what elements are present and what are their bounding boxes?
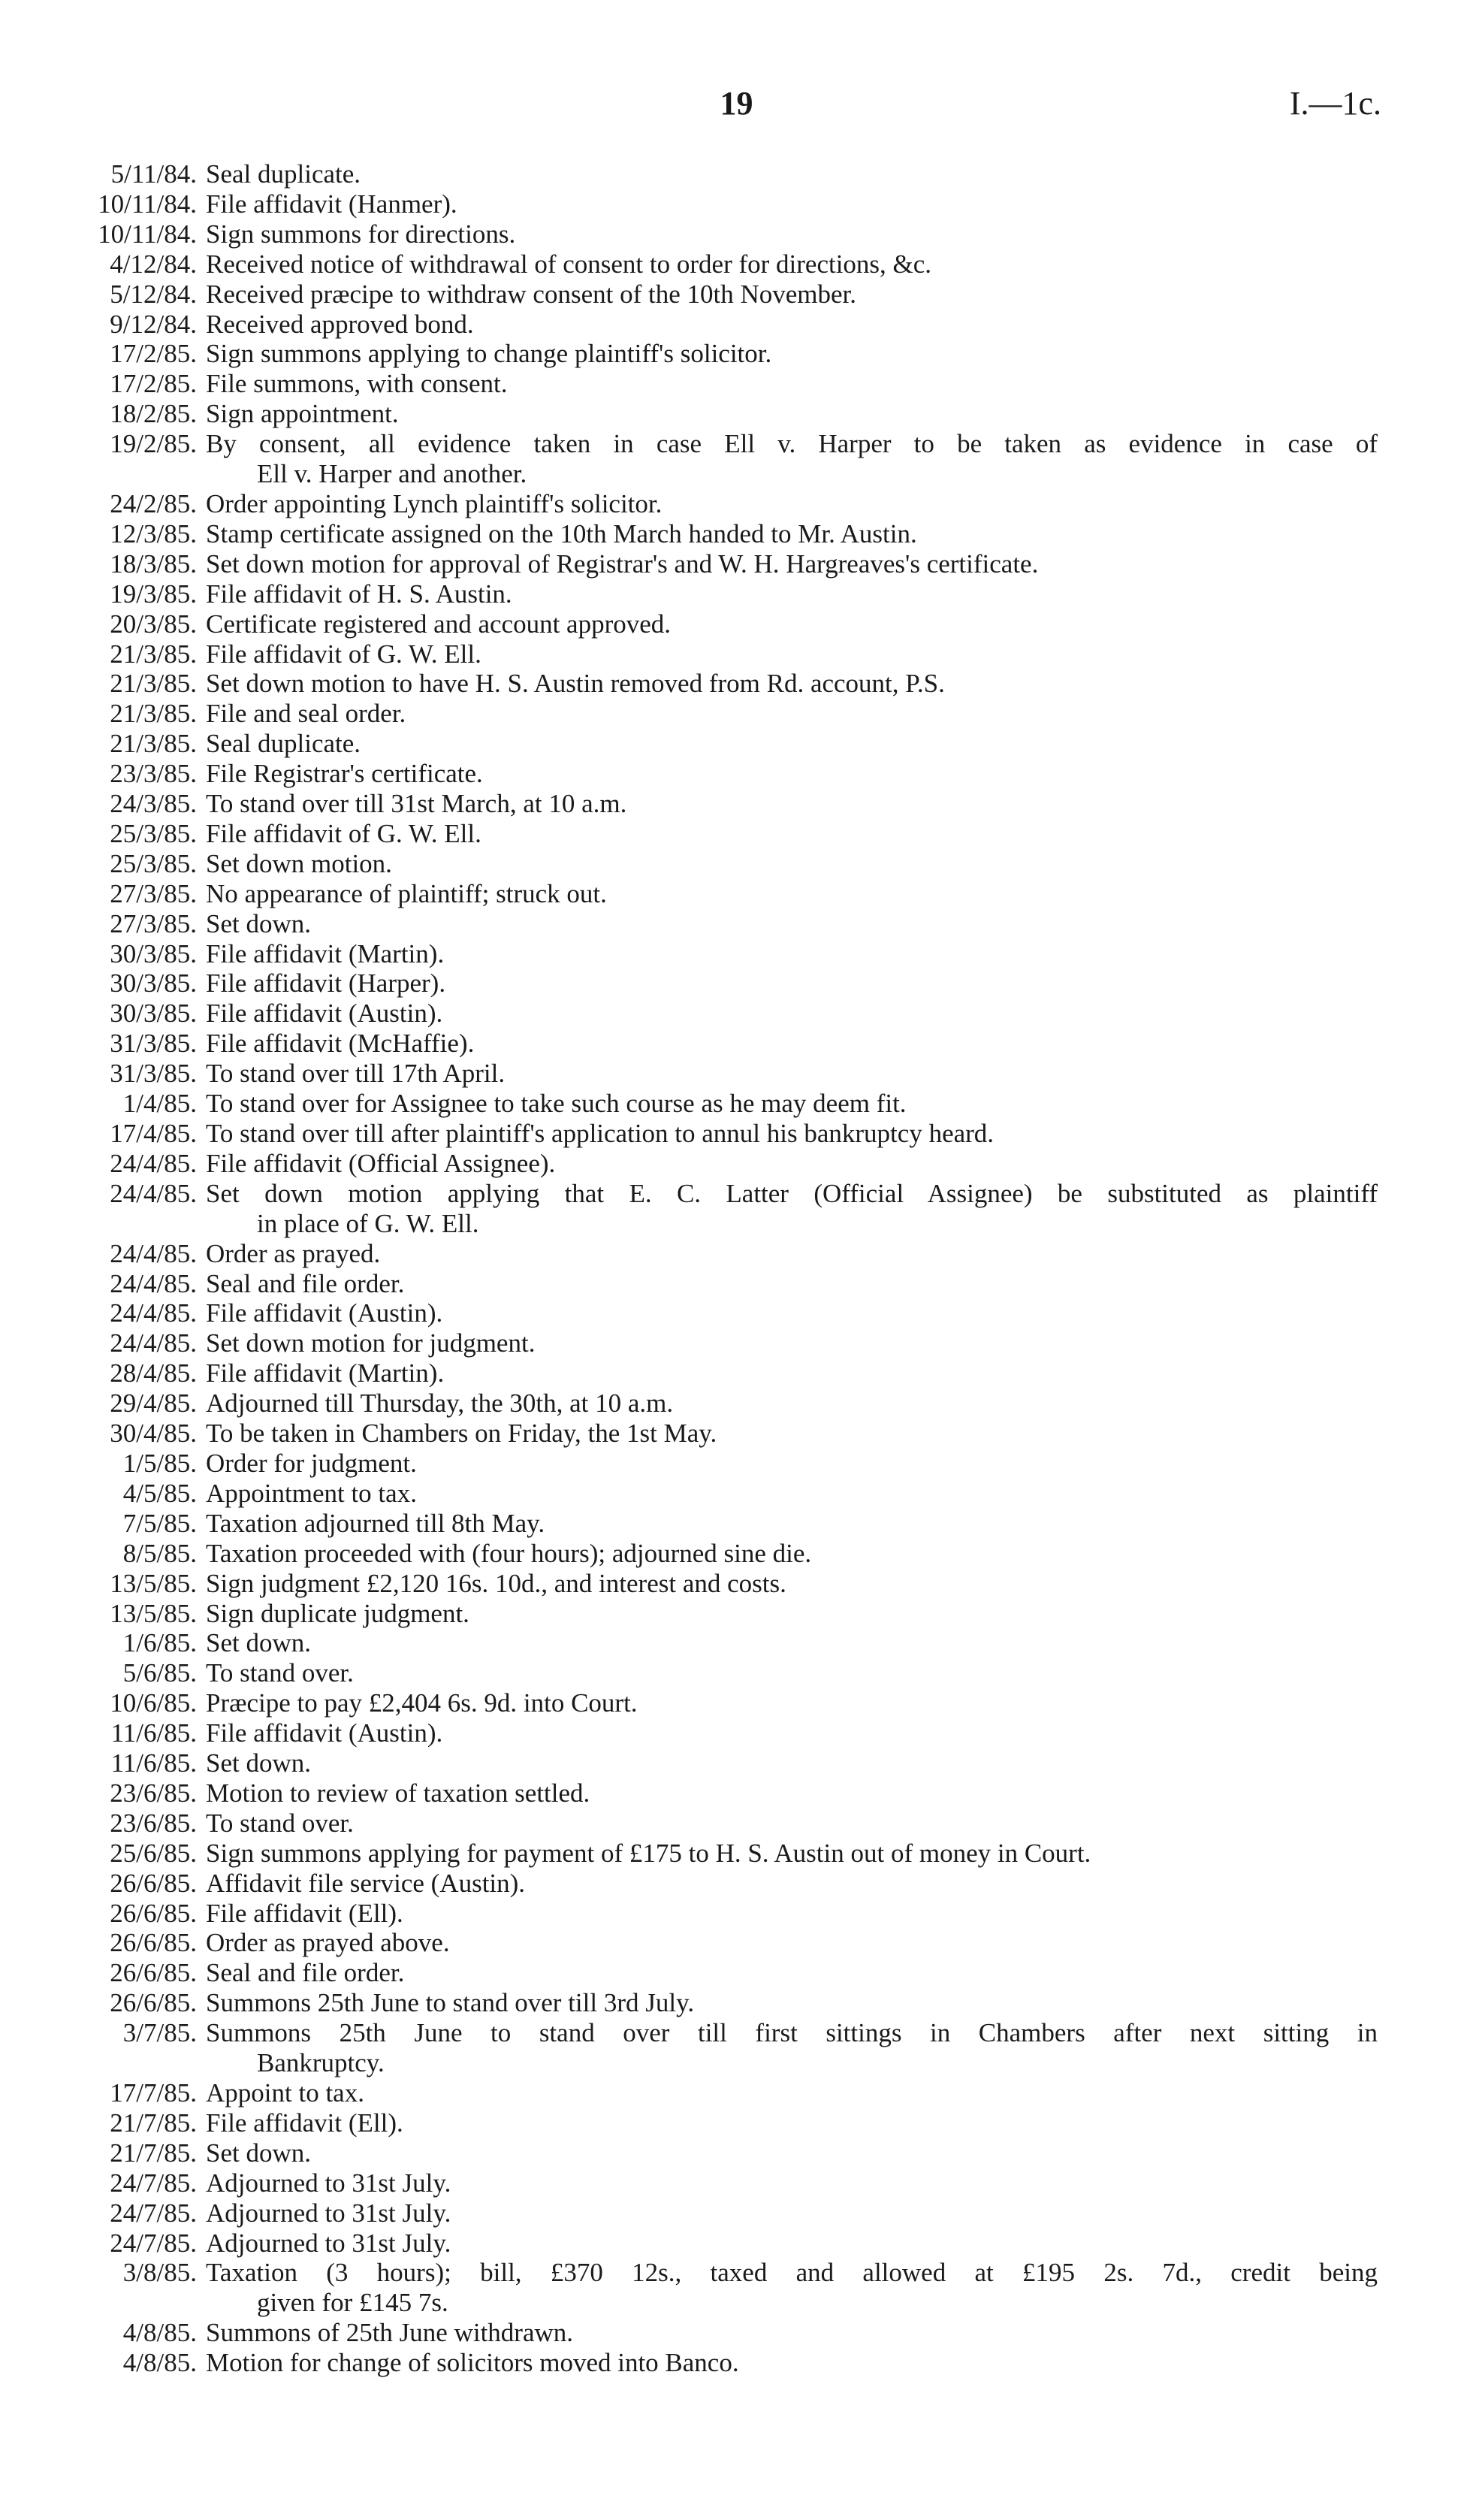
entry-line: Order appointing Lynch plaintiff's solicitor. [206, 488, 663, 518]
entry-line: File affidavit (Hanmer). [206, 189, 457, 219]
register-entry [0, 999, 1473, 1029]
register-entry [0, 519, 1473, 549]
document-reference: I.—1c. [1289, 85, 1381, 122]
entry-date: 12/3/85. [110, 518, 197, 548]
entry-text [206, 429, 1378, 489]
entry-date: 24/4/85. [110, 1148, 197, 1178]
entry-line: Taxation proceeded with (four hours); adjourned sine die. [206, 1538, 812, 1568]
entry-text [206, 1358, 1378, 1388]
entry-date: 24/2/85. [110, 488, 197, 518]
entry-date: 21/3/85. [110, 699, 197, 729]
entry-text [206, 2258, 1378, 2318]
entry-date: 1/6/85. [122, 1628, 197, 1658]
entry-text [206, 1509, 1378, 1539]
entry-text [206, 1628, 1378, 1658]
entry-line: Set down motion. [206, 848, 392, 878]
entry-date: 1/4/85. [122, 1089, 197, 1119]
register-entries [0, 159, 1473, 2378]
entry-date: 3/8/85. [122, 2258, 197, 2288]
register-entry [0, 1808, 1473, 1839]
entry-date: 17/2/85. [110, 339, 197, 369]
entry-text [206, 1869, 1378, 1899]
register-entry [0, 1089, 1473, 1119]
entry-line: Summons 25th June to stand over till 3rd July. [206, 1988, 695, 2018]
entry-line: Sign judgment £2,120 16s. 10d., and interest and costs. [206, 1568, 786, 1598]
entry-date: 29/4/85. [110, 1388, 197, 1419]
register-entry [0, 219, 1473, 249]
entry-text [206, 399, 1378, 429]
entry-text [206, 669, 1378, 699]
entry-date: 5/12/84. [110, 279, 197, 309]
entry-line: Set down motion to have H. S. Austin removed from Rd. account, P.S. [206, 669, 945, 699]
entry-text [206, 1928, 1378, 1958]
entry-line: Adjourned to 31st July. [206, 2228, 451, 2258]
register-entry [0, 279, 1473, 310]
entry-line: Seal duplicate. [206, 159, 361, 189]
register-entry [0, 1928, 1473, 1958]
entry-date: 4/8/85. [122, 2318, 197, 2348]
entry-date: 7/5/85. [122, 1508, 197, 1538]
entry-date: 21/3/85. [110, 669, 197, 699]
entry-text [206, 968, 1378, 999]
register-entry [0, 1179, 1473, 1239]
entry-line: To stand over till 17th April. [206, 1059, 506, 1089]
entry-line: Summons of 25th June withdrawn. [206, 2318, 574, 2348]
entry-continuation-line: in place of G. W. Ell. [257, 1208, 479, 1238]
entry-text [206, 489, 1378, 519]
entry-date: 23/6/85. [110, 1808, 197, 1838]
entry-date: 28/4/85. [110, 1358, 197, 1388]
entry-line: Seal and file order. [206, 1268, 405, 1298]
entry-line: File affidavit (Harper). [206, 968, 446, 999]
entry-date: 4/12/84. [110, 249, 197, 279]
entry-date: 18/2/85. [110, 399, 197, 429]
entry-text [206, 1599, 1378, 1629]
register-entry [0, 339, 1473, 369]
entry-line: Seal and file order. [206, 1958, 405, 1988]
entry-text [206, 1029, 1378, 1059]
entry-text [206, 1539, 1378, 1569]
entry-text [206, 1958, 1378, 1988]
register-entry [0, 1628, 1473, 1658]
entry-text [206, 699, 1378, 729]
register-entry [0, 789, 1473, 819]
entry-text [206, 2318, 1378, 2348]
entry-line: Affidavit file service (Austin). [206, 1868, 526, 1898]
register-entry [0, 1839, 1473, 1869]
entry-date: 8/5/85. [122, 1538, 197, 1568]
register-entry [0, 399, 1473, 429]
entry-date: 30/3/85. [110, 999, 197, 1029]
register-entry [0, 2108, 1473, 2138]
entry-date: 13/5/85. [110, 1598, 197, 1628]
register-entry [0, 2078, 1473, 2108]
entry-date: 27/3/85. [110, 878, 197, 908]
entry-line: Set down. [206, 1628, 311, 1658]
entry-line: Set down motion for judgment. [206, 1328, 536, 1358]
entry-date: 11/6/85. [110, 1718, 197, 1748]
entry-text [206, 1569, 1378, 1599]
entry-date: 24/4/85. [110, 1268, 197, 1298]
entry-date: 26/6/85. [110, 1988, 197, 2018]
entry-line: Adjourned to 31st July. [206, 2168, 451, 2198]
entry-text [206, 2018, 1378, 2078]
register-entry [0, 1358, 1473, 1388]
entry-line: To stand over. [206, 1808, 354, 1838]
entry-text [206, 2138, 1378, 2168]
entry-line: Set down. [206, 1748, 311, 1778]
entry-text [206, 2198, 1378, 2228]
entry-date: 21/7/85. [110, 2138, 197, 2168]
entry-text [206, 2348, 1378, 2378]
register-entry [0, 759, 1473, 789]
entry-line: Taxation adjourned till 8th May. [206, 1508, 545, 1538]
entry-date: 25/3/85. [110, 848, 197, 878]
entry-line: File affidavit of H. S. Austin. [206, 579, 512, 609]
entry-line: Sign summons applying to change plaintiff's solicitor. [206, 339, 772, 369]
entry-text [206, 999, 1378, 1029]
entry-date: 24/7/85. [110, 2228, 197, 2258]
register-entry [0, 1029, 1473, 1059]
entry-text [206, 789, 1378, 819]
entry-line: File affidavit (McHaffie). [206, 1029, 475, 1059]
entry-line: Adjourned to 31st July. [206, 2198, 451, 2228]
entry-date: 10/11/84. [98, 189, 197, 219]
entry-line: File affidavit (Martin). [206, 938, 445, 968]
entry-line: Certificate registered and account approved. [206, 609, 672, 639]
entry-date: 26/6/85. [110, 1868, 197, 1898]
entry-date: 5/11/84. [110, 159, 197, 189]
register-entry [0, 879, 1473, 909]
register-entry [0, 249, 1473, 279]
entry-line: Seal duplicate. [206, 729, 361, 759]
entry-text [206, 1808, 1378, 1839]
entry-line: File affidavit (Official Assignee). [206, 1148, 556, 1178]
entry-line: Set down. [206, 2138, 311, 2168]
entry-text [206, 819, 1378, 849]
entry-date: 21/3/85. [110, 639, 197, 669]
entry-text [206, 1298, 1378, 1328]
register-entry [0, 909, 1473, 939]
register-entry [0, 1119, 1473, 1149]
entry-date: 24/4/85. [110, 1238, 197, 1268]
entry-text [206, 909, 1378, 939]
entry-line: Sign summons for directions. [206, 219, 516, 249]
entry-text [206, 879, 1378, 909]
entry-text [206, 1119, 1378, 1149]
entry-date: 3/7/85. [122, 2018, 197, 2048]
entry-text [206, 2228, 1378, 2259]
entry-text [206, 639, 1378, 669]
entry-date: 31/3/85. [110, 1029, 197, 1059]
register-entry [0, 2258, 1473, 2318]
entry-line: Motion to review of taxation settled. [206, 1778, 590, 1808]
entry-text [206, 1778, 1378, 1808]
entry-text [206, 1388, 1378, 1419]
entry-line: File Registrar's certificate. [206, 759, 483, 789]
entry-text [206, 1899, 1378, 1929]
entry-date: 24/4/85. [110, 1298, 197, 1328]
entry-line: Order for judgment. [206, 1448, 417, 1478]
entry-line: Received notice of withdrawal of consent to order for directions, &c. [206, 249, 932, 279]
entry-text [206, 1239, 1378, 1269]
entry-text [206, 759, 1378, 789]
entry-date: 23/3/85. [110, 759, 197, 789]
entry-text [206, 219, 1378, 249]
register-entry [0, 2348, 1473, 2378]
register-entry [0, 2318, 1473, 2348]
entry-text [206, 1089, 1378, 1119]
entry-date: 24/7/85. [110, 2168, 197, 2198]
entry-date: 26/6/85. [110, 1898, 197, 1928]
register-entry [0, 1328, 1473, 1358]
entry-text [206, 549, 1378, 579]
entry-line: Adjourned till Thursday, the 30th, at 10 a.m. [206, 1388, 674, 1419]
entry-text [206, 279, 1378, 310]
entry-line: Set down motion applying that E. C. Latter (Official Assignee) be substituted as plaintiff [206, 1178, 1378, 1208]
register-entry [0, 1718, 1473, 1748]
register-entry [0, 429, 1473, 489]
entry-date: 21/7/85. [110, 2108, 197, 2138]
page-header [0, 84, 1473, 129]
entry-line: Summons 25th June to stand over till first sittings in Chambers after next sitting in [206, 2018, 1378, 2048]
entry-line: File affidavit (Ell). [206, 2108, 403, 2138]
entry-line: Received approved bond. [206, 309, 474, 339]
entry-line: Appoint to tax. [206, 2078, 364, 2108]
entry-date: 10/6/85. [110, 1688, 197, 1718]
entry-text [206, 1149, 1378, 1179]
entry-date: 26/6/85. [110, 1958, 197, 1988]
entry-line: File affidavit (Austin). [206, 1718, 443, 1748]
entry-text [206, 1479, 1378, 1509]
register-entry [0, 579, 1473, 609]
entry-text [206, 1328, 1378, 1358]
entry-text [206, 729, 1378, 759]
register-entry [0, 699, 1473, 729]
register-entry [0, 1298, 1473, 1328]
entry-text [206, 1179, 1378, 1239]
register-entry [0, 849, 1473, 879]
register-entry [0, 2168, 1473, 2198]
entry-line: No appearance of plaintiff; struck out. [206, 878, 607, 908]
register-entry [0, 1419, 1473, 1449]
register-entry [0, 1748, 1473, 1778]
entry-date: 4/5/85. [122, 1478, 197, 1508]
register-entry [0, 489, 1473, 519]
entry-date: 13/5/85. [110, 1568, 197, 1598]
register-entry [0, 1059, 1473, 1089]
entry-line: Taxation (3 hours); bill, £370 12s., taxed and allowed at £195 2s. 7d., credit being [206, 2258, 1378, 2288]
entry-text [206, 1688, 1378, 1718]
entry-line: File affidavit of G. W. Ell. [206, 639, 481, 669]
register-entry [0, 1958, 1473, 1988]
entry-date: 9/12/84. [110, 309, 197, 339]
entry-text [206, 1988, 1378, 2018]
register-entry [0, 1899, 1473, 1929]
entry-date: 24/4/85. [110, 1328, 197, 1358]
register-entry [0, 729, 1473, 759]
entry-line: To stand over till 31st March, at 10 a.m. [206, 789, 627, 819]
register-entry [0, 369, 1473, 399]
entry-date: 27/3/85. [110, 908, 197, 938]
register-entry [0, 609, 1473, 639]
register-entry [0, 549, 1473, 579]
entry-line: Sign duplicate judgment. [206, 1598, 469, 1628]
entry-line: Præcipe to pay £2,404 6s. 9d. into Court. [206, 1688, 638, 1718]
register-entry [0, 1869, 1473, 1899]
entry-text [206, 1718, 1378, 1748]
entry-date: 17/7/85. [110, 2078, 197, 2108]
entry-date: 19/3/85. [110, 579, 197, 609]
entry-line: File affidavit (Martin). [206, 1358, 445, 1388]
entry-date: 31/3/85. [110, 1059, 197, 1089]
entry-line: File affidavit (Austin). [206, 999, 443, 1029]
entry-line: File affidavit of G. W. Ell. [206, 818, 481, 848]
register-entry [0, 968, 1473, 999]
entry-date: 17/4/85. [110, 1119, 197, 1148]
entry-text [206, 939, 1378, 969]
entry-text [206, 2168, 1378, 2198]
entry-text [206, 609, 1378, 639]
entry-line: Motion for change of solicitors moved into Banco. [206, 2348, 739, 2378]
entry-date: 18/3/85. [110, 548, 197, 579]
register-entry [0, 1599, 1473, 1629]
entry-text [206, 159, 1378, 189]
register-entry [0, 639, 1473, 669]
entry-text [206, 189, 1378, 219]
register-entry [0, 1509, 1473, 1539]
register-entry [0, 1539, 1473, 1569]
register-entry [0, 1688, 1473, 1718]
entry-text [206, 1269, 1378, 1299]
entry-line: Sign appointment. [206, 399, 399, 429]
entry-text [206, 579, 1378, 609]
entry-line: Received præcipe to withdraw consent of the 10th November. [206, 279, 857, 309]
register-entry [0, 2138, 1473, 2168]
register-entry [0, 189, 1473, 219]
entry-line: To stand over. [206, 1658, 354, 1688]
register-entry [0, 1269, 1473, 1299]
entry-text [206, 249, 1378, 279]
entry-text [206, 849, 1378, 879]
register-entry [0, 310, 1473, 340]
entry-line: Stamp certificate assigned on the 10th March handed to Mr. Austin. [206, 518, 917, 548]
entry-continuation-line: given for £145 7s. [257, 2288, 448, 2318]
entry-date: 25/6/85. [110, 1838, 197, 1868]
register-entry [0, 819, 1473, 849]
register-entry [0, 1239, 1473, 1269]
entry-date: 1/5/85. [122, 1448, 197, 1478]
register-entry [0, 2198, 1473, 2228]
entry-text [206, 1839, 1378, 1869]
register-entry [0, 159, 1473, 189]
register-entry [0, 1988, 1473, 2018]
register-entry [0, 1479, 1473, 1509]
entry-line: Appointment to tax. [206, 1478, 417, 1508]
register-entry [0, 939, 1473, 969]
entry-text [206, 1449, 1378, 1479]
register-entry [0, 1658, 1473, 1688]
entry-continuation-line: Ell v. Harper and another. [257, 459, 527, 489]
entry-date: 19/2/85. [110, 429, 197, 459]
page-number: 19 [720, 85, 753, 122]
entry-date: 4/8/85. [122, 2348, 197, 2378]
entry-date: 24/3/85. [110, 789, 197, 819]
entry-line: Set down motion for approval of Registrar's and W. H. Hargreaves's certificate. [206, 548, 1039, 579]
entry-line: Order as prayed above. [206, 1928, 450, 1958]
entry-text [206, 1419, 1378, 1449]
entry-line: To stand over till after plaintiff's application to annul his bankruptcy heard. [206, 1119, 995, 1148]
register-entry [0, 1449, 1473, 1479]
entry-date: 10/11/84. [98, 219, 197, 249]
entry-text [206, 1059, 1378, 1089]
register-entry [0, 2228, 1473, 2259]
entry-date: 17/2/85. [110, 369, 197, 399]
entry-line: File and seal order. [206, 699, 406, 729]
entry-text [206, 519, 1378, 549]
entry-text [206, 1658, 1378, 1688]
entry-text [206, 339, 1378, 369]
entry-date: 21/3/85. [110, 729, 197, 759]
register-entry [0, 1149, 1473, 1179]
entry-date: 20/3/85. [110, 609, 197, 639]
entry-line: Set down. [206, 908, 311, 938]
entry-date: 30/4/85. [110, 1419, 197, 1449]
entry-line: File summons, with consent. [206, 369, 508, 399]
entry-text [206, 2078, 1378, 2108]
entry-text [206, 1748, 1378, 1778]
entry-date: 5/6/85. [122, 1658, 197, 1688]
entry-line: By consent, all evidence taken in case Ell v. Harper to be taken as evidence in case of [206, 429, 1378, 459]
entry-date: 23/6/85. [110, 1778, 197, 1808]
register-entry [0, 2018, 1473, 2078]
entry-date: 25/3/85. [110, 818, 197, 848]
entry-date: 24/4/85. [110, 1178, 197, 1208]
register-entry [0, 1778, 1473, 1808]
entry-continuation-line: Bankruptcy. [257, 2048, 385, 2078]
entry-line: To stand over for Assignee to take such course as he may deem fit. [206, 1089, 907, 1119]
entry-text [206, 310, 1378, 340]
entry-line: File affidavit (Austin). [206, 1298, 443, 1328]
entry-line: To be taken in Chambers on Friday, the 1st May. [206, 1419, 717, 1449]
entry-line: File affidavit (Ell). [206, 1898, 403, 1928]
entry-line: Sign summons applying for payment of £175 to H. S. Austin out of money in Court. [206, 1838, 1091, 1868]
register-entry [0, 1569, 1473, 1599]
entry-date: 30/3/85. [110, 968, 197, 999]
entry-text [206, 369, 1378, 399]
entry-date: 30/3/85. [110, 938, 197, 968]
entry-date: 26/6/85. [110, 1928, 197, 1958]
register-entry [0, 1388, 1473, 1419]
entry-date: 11/6/85. [110, 1748, 197, 1778]
register-entry [0, 669, 1473, 699]
entry-date: 24/7/85. [110, 2198, 197, 2228]
entry-text [206, 2108, 1378, 2138]
entry-line: Order as prayed. [206, 1238, 381, 1268]
